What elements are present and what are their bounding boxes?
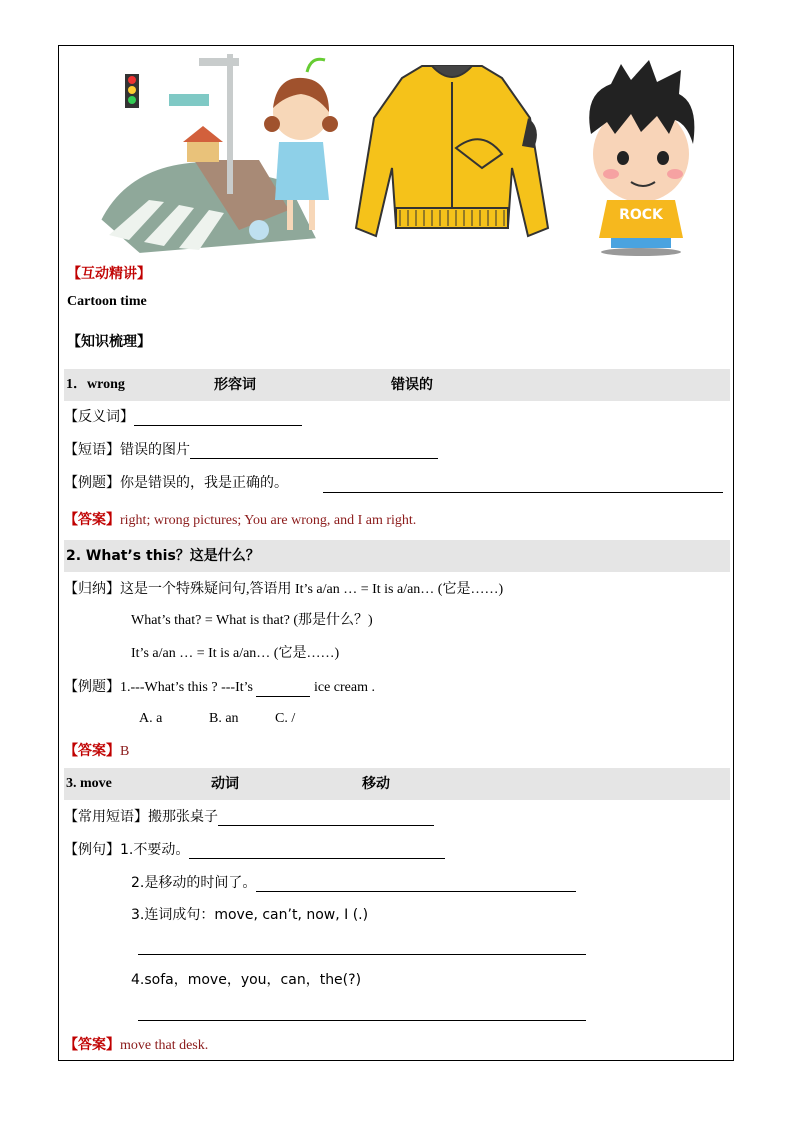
summary-row (64, 580, 503, 599)
example-label-2: 【例题】 (64, 679, 120, 695)
common-phrase-blank[interactable] (218, 811, 434, 826)
option-a[interactable]: A. a (139, 711, 163, 726)
answer-text-2: B (120, 744, 130, 759)
knowledge-label: 【知识梳理】 (67, 334, 151, 350)
sentence-q2-blank[interactable] (256, 877, 576, 892)
common-phrase-label: 【常用短语】 (64, 809, 148, 825)
sentence-q3-blank[interactable] (138, 954, 586, 955)
interactive-label: 【互动精讲】 (67, 266, 151, 282)
illustrations (59, 46, 733, 264)
section-1-word: 1．wrong (66, 377, 125, 392)
answer-row-1 (64, 511, 416, 530)
example-text: 你是错误的，我是正确的。 (120, 475, 288, 491)
section-3-meaning: 移动 (362, 776, 390, 792)
phrase-label: 【短语】 (64, 442, 120, 458)
example-blank[interactable] (323, 492, 723, 493)
answer-row-2 (64, 742, 129, 761)
antonym-row (64, 408, 302, 426)
sentence-label: 【例句】 (64, 842, 120, 858)
option-b[interactable]: B. an (209, 711, 239, 726)
yellow-jacket-illustration (352, 58, 552, 254)
phrase-text: 错误的图片 (120, 442, 190, 458)
section-3-pos: 动词 (211, 776, 239, 792)
cartoon-time-heading: Cartoon time (67, 294, 147, 309)
sentence-q4: 4.sofa，move，you，can，the(?) (131, 972, 362, 988)
section-1-header (64, 369, 730, 401)
sentence-q2: 2.是移动的时间了。 (131, 875, 257, 891)
antonym-label: 【反义词】 (64, 409, 134, 425)
example-label: 【例题】 (64, 475, 120, 491)
section-3-header (64, 768, 730, 800)
common-phrase-row (64, 808, 434, 826)
example-question-part-1: 1.---What’s this ? ---It’s (120, 680, 253, 695)
worksheet-frame (58, 45, 734, 1061)
phrase-blank[interactable] (190, 444, 438, 459)
crossing-girl-illustration (89, 50, 339, 264)
answer-text-1: right; wrong pictures; You are wrong, and I am right. (120, 513, 417, 528)
answer-label-2: 【答案】 (64, 743, 120, 759)
answer-label-3: 【答案】 (64, 1037, 120, 1053)
sentence-q4-blank[interactable] (138, 1020, 586, 1021)
section-1-meaning: 错误的 (391, 377, 433, 393)
section-2-header (64, 540, 730, 572)
common-phrase-text: 搬那张桌子 (148, 809, 218, 825)
section-1-pos: 形容词 (214, 377, 256, 393)
summary-text: 这是一个特殊疑问句,答语用 It’s a/an … = It is a/an… (它是……) (120, 582, 504, 597)
option-c[interactable]: C. / (275, 711, 296, 726)
sentence-q1-blank[interactable] (189, 844, 445, 859)
sentence-row-2 (131, 874, 576, 892)
answer-row-3 (64, 1036, 208, 1055)
example-blank-2[interactable] (256, 682, 310, 697)
antonym-blank[interactable] (134, 411, 302, 426)
example-row-2 (64, 678, 375, 697)
summary-line-3: It’s a/an … = It is a/an… (它是……) (131, 646, 340, 661)
boy-shirt-text: ROCK (619, 207, 663, 223)
section-3-word: 3. move (66, 776, 112, 791)
sentence-q3-text: 3.连词成句：move, can’t, now, I (.) (131, 907, 369, 923)
answer-text-3: move that desk. (120, 1038, 209, 1053)
sentence-q1: 1.不要动。 (120, 842, 190, 858)
phrase-row (64, 441, 438, 459)
answer-label-1: 【答案】 (64, 512, 120, 528)
summary-label: 【归纳】 (64, 581, 120, 597)
sentence-row-1 (64, 841, 445, 859)
sentence-q3 (131, 906, 368, 925)
boy-illustration (571, 54, 711, 258)
example-question-part-2: ice cream . (313, 680, 375, 695)
example-row (64, 474, 288, 492)
section-2-title: 2. What’s this？这是什么？ (66, 548, 260, 564)
summary-line-2: What’s that? = What is that? (那是什么？) (131, 613, 373, 628)
